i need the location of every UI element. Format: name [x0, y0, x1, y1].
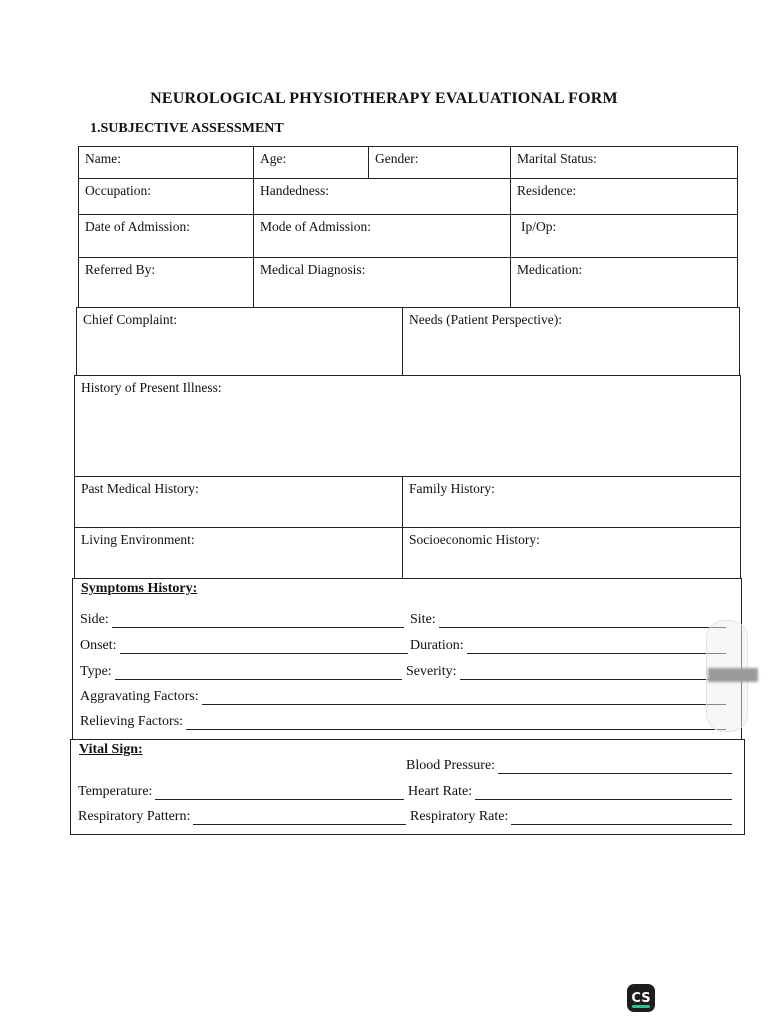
medical-diagnosis-field[interactable]	[253, 258, 510, 307]
side-label: Side:	[80, 612, 109, 627]
site-field[interactable]	[410, 612, 726, 628]
form-row-7	[74, 476, 741, 528]
occupation-field[interactable]	[79, 179, 253, 214]
respiratory-pattern-field[interactable]	[78, 809, 406, 825]
relieving-factors-field[interactable]	[80, 714, 726, 730]
temperature-field[interactable]	[78, 784, 404, 800]
onset-input-line[interactable]	[120, 641, 408, 654]
duration-label: Duration:	[410, 638, 464, 653]
marital-status-field[interactable]	[510, 147, 737, 178]
age-label: Age:	[260, 151, 287, 166]
type-label: Type:	[80, 664, 112, 679]
respiratory-pattern-input-line[interactable]	[193, 812, 406, 825]
section-heading: 1.SUBJECTIVE ASSESSMENT	[90, 121, 284, 136]
blood-pressure-input-line[interactable]	[498, 761, 732, 774]
severity-input-line[interactable]	[460, 667, 726, 680]
socioeconomic-history-field[interactable]	[402, 528, 740, 578]
side-field[interactable]	[80, 612, 404, 628]
form-title: NEUROLOGICAL PHYSIOTHERAPY EVALUATIONAL FORM	[150, 90, 618, 107]
temperature-input-line[interactable]	[155, 787, 404, 800]
family-history-field[interactable]	[402, 477, 740, 527]
handedness-label: Handedness:	[260, 183, 329, 198]
logo-accent-stripe	[632, 1005, 650, 1008]
living-environment-field[interactable]	[75, 528, 402, 578]
side-input-line[interactable]	[112, 615, 404, 628]
severity-field[interactable]	[406, 664, 726, 680]
temperature-label: Temperature:	[78, 784, 153, 799]
referred-by-field[interactable]	[79, 258, 253, 307]
aggravating-factors-field[interactable]	[80, 689, 726, 705]
past-medical-history-field[interactable]	[75, 477, 402, 527]
form-row-2	[78, 178, 738, 215]
referred-by-label: Referred By:	[85, 262, 156, 277]
form-row-8	[74, 527, 741, 579]
name-field[interactable]	[79, 147, 253, 178]
respiratory-pattern-label: Respiratory Pattern:	[78, 809, 191, 824]
gender-label: Gender:	[375, 151, 419, 166]
duration-input-line[interactable]	[467, 641, 726, 654]
ip-op-field[interactable]	[510, 215, 737, 257]
aggravating-factors-input-line[interactable]	[202, 692, 726, 705]
respiratory-rate-input-line[interactable]	[511, 812, 732, 825]
blood-pressure-label: Blood Pressure:	[406, 758, 496, 773]
duration-field[interactable]	[410, 638, 726, 654]
type-input-line[interactable]	[115, 667, 402, 680]
needs-label: Needs (Patient Perspective):	[409, 312, 562, 327]
medical-diagnosis-label: Medical Diagnosis:	[260, 262, 366, 277]
socioeconomic-history-label: Socioeconomic History:	[409, 532, 540, 547]
form-row-1	[78, 146, 738, 179]
severity-label: Severity:	[406, 664, 457, 679]
camscanner-logo	[627, 984, 655, 1012]
medication-field[interactable]	[510, 258, 737, 307]
mode-of-admission-label: Mode of Admission:	[260, 219, 372, 234]
gender-field[interactable]	[368, 147, 510, 178]
name-label: Name:	[85, 151, 121, 166]
chief-complaint-field[interactable]	[77, 308, 402, 375]
family-history-label: Family History:	[409, 481, 495, 496]
site-label: Site:	[410, 612, 436, 627]
form-row-6	[74, 375, 741, 477]
type-field[interactable]	[80, 664, 402, 680]
form-row-5	[76, 307, 740, 376]
onset-label: Onset:	[80, 638, 117, 653]
occupation-label: Occupation:	[85, 183, 151, 198]
needs-field[interactable]	[402, 308, 739, 375]
marital-status-label: Marital Status:	[517, 151, 597, 166]
site-input-line[interactable]	[439, 615, 726, 628]
past-medical-history-label: Past Medical History:	[81, 481, 199, 496]
residence-label: Residence:	[517, 183, 577, 198]
ip-op-label: Ip/Op:	[521, 219, 557, 234]
heart-rate-field[interactable]	[408, 784, 732, 800]
history-present-illness-label: History of Present Illness:	[81, 380, 222, 395]
respiratory-rate-field[interactable]	[410, 809, 732, 825]
date-of-admission-label: Date of Admission:	[85, 219, 190, 234]
handedness-field[interactable]	[253, 179, 510, 214]
living-environment-label: Living Environment:	[81, 532, 195, 547]
form-row-4	[78, 257, 738, 308]
scan-redaction-mark	[708, 668, 758, 682]
logo-text: CS	[631, 990, 651, 1006]
heart-rate-input-line[interactable]	[475, 787, 732, 800]
respiratory-rate-label: Respiratory Rate:	[410, 809, 509, 824]
form-row-3	[78, 214, 738, 258]
heart-rate-label: Heart Rate:	[408, 784, 473, 799]
chief-complaint-label: Chief Complaint:	[83, 312, 178, 327]
relieving-factors-label: Relieving Factors:	[80, 714, 184, 729]
residence-field[interactable]	[510, 179, 737, 214]
age-field[interactable]	[253, 147, 368, 178]
medication-label: Medication:	[517, 262, 583, 277]
vital-sign-heading: Vital Sign:	[79, 742, 143, 757]
mode-of-admission-field[interactable]	[253, 215, 510, 257]
symptoms-history-heading: Symptoms History:	[81, 581, 198, 596]
blood-pressure-field[interactable]	[406, 758, 732, 774]
history-present-illness-field[interactable]	[75, 376, 740, 476]
relieving-factors-input-line[interactable]	[186, 717, 726, 730]
aggravating-factors-label: Aggravating Factors:	[80, 689, 199, 704]
onset-field[interactable]	[80, 638, 408, 654]
date-of-admission-field[interactable]	[79, 215, 253, 257]
